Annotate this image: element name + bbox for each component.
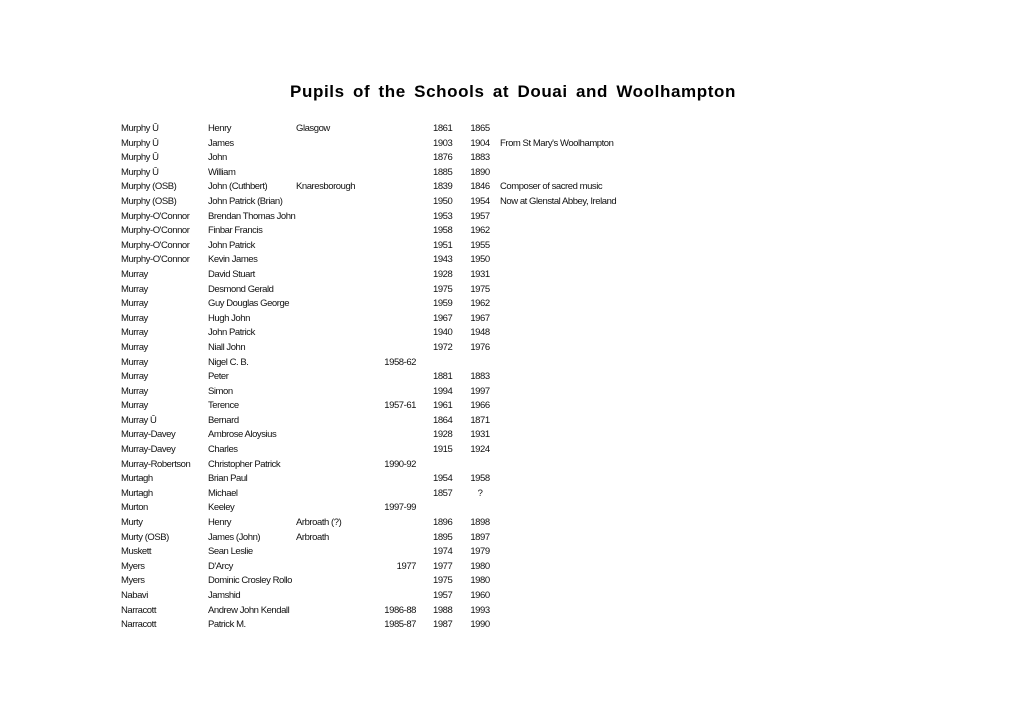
start-year-cell: 1895 (433, 531, 453, 543)
surname-cell: Murray (121, 283, 148, 295)
birthplace-cell: Arbroath (?) (296, 517, 342, 529)
surname-cell: Murtagh (121, 487, 153, 499)
end-year-cell: 1975 (470, 283, 490, 295)
first-name-cell: Charles (208, 444, 238, 456)
surname-cell: Narracott (121, 604, 157, 616)
note-cell: Now at Glenstal Abbey, Ireland (500, 195, 617, 207)
surname-cell: Murray (121, 312, 148, 324)
surname-cell: Narracott (121, 619, 157, 631)
end-year-cell: 1966 (470, 400, 490, 412)
table-row (0, 123, 1024, 138)
end-year-cell: 1980 (470, 575, 490, 587)
start-year-cell: 1864 (433, 414, 453, 426)
table-row (0, 546, 1024, 561)
surname-cell: Murray (121, 356, 148, 368)
table-row (0, 225, 1024, 240)
end-year-cell: 1993 (470, 604, 490, 616)
first-name-cell: James (208, 137, 234, 149)
first-name-cell: Hugh John (208, 312, 250, 324)
pupil-table (0, 123, 1024, 634)
first-name-cell: James (John) (208, 531, 261, 543)
surname-cell: Murphy-O'Connor (121, 239, 190, 251)
page-title-text: Pupils of the Schools at Douai and Woolhampton (290, 82, 736, 101)
surname-cell: Murtagh (121, 473, 153, 485)
start-year-cell: 1881 (433, 371, 453, 383)
first-name-cell: Brendan Thomas John (208, 210, 296, 222)
surname-cell: Murphy Ū (121, 166, 159, 178)
table-row (0, 473, 1024, 488)
end-year-cell: 1957 (470, 210, 490, 222)
start-year-cell: 1915 (433, 444, 453, 456)
table-row (0, 240, 1024, 255)
table-row (0, 254, 1024, 269)
first-name-cell: Michael (208, 487, 238, 499)
surname-cell: Murphy (OSB) (121, 181, 177, 193)
surname-cell: Murray (121, 385, 148, 397)
table-row (0, 502, 1024, 517)
surname-cell: Myers (121, 575, 145, 587)
end-year-cell: 1962 (470, 225, 490, 237)
first-name-cell: Henry (208, 517, 232, 529)
first-name-cell: Henry (208, 123, 232, 134)
birthplace-cell: Glasgow (296, 123, 330, 134)
table-row (0, 459, 1024, 474)
end-year-cell: 1871 (470, 414, 490, 426)
table-row (0, 152, 1024, 167)
end-year-cell: 1958 (470, 473, 490, 485)
table-row (0, 444, 1024, 459)
first-name-cell: Simon (208, 385, 233, 397)
attendance-cell: 1990-92 (384, 458, 416, 470)
surname-cell: Murty (OSB) (121, 531, 169, 543)
table-row (0, 284, 1024, 299)
first-name-cell: William (208, 166, 236, 178)
end-year-cell: 1924 (470, 444, 490, 456)
end-year-cell: 1976 (470, 341, 490, 353)
start-year-cell: 1975 (433, 283, 453, 295)
start-year-cell: 1961 (433, 400, 453, 412)
first-name-cell: D'Arcy (208, 560, 233, 572)
end-year-cell: 1950 (470, 254, 490, 266)
first-name-cell: Christopher Patrick (208, 458, 281, 470)
start-year-cell: 1974 (433, 546, 453, 558)
end-year-cell: 1883 (470, 371, 490, 383)
start-year-cell: 1950 (433, 195, 453, 207)
first-name-cell: Brian Paul (208, 473, 248, 485)
surname-cell: Murray-Davey (121, 429, 176, 441)
start-year-cell: 1972 (433, 341, 453, 353)
surname-cell: Murphy Ū (121, 123, 159, 134)
end-year-cell: 1904 (470, 137, 490, 149)
start-year-cell: 1959 (433, 298, 453, 310)
start-year-cell: 1861 (433, 123, 453, 134)
start-year-cell: 1967 (433, 312, 453, 324)
start-year-cell: 1928 (433, 429, 453, 441)
surname-cell: Murray-Robertson (121, 458, 191, 470)
attendance-cell: 1957-61 (384, 400, 416, 412)
start-year-cell: 1994 (433, 385, 453, 397)
surname-cell: Murray-Davey (121, 444, 176, 456)
start-year-cell: 1857 (433, 487, 453, 499)
first-name-cell: Patrick M. (208, 619, 246, 631)
surname-cell: Nabavi (121, 590, 148, 601)
end-year-cell: 1883 (470, 152, 490, 164)
surname-cell: Murphy-O'Connor (121, 210, 190, 222)
start-year-cell: 1943 (433, 254, 453, 266)
surname-cell: Murphy-O'Connor (121, 254, 190, 266)
first-name-cell: Sean Leslie (208, 546, 253, 558)
table-row (0, 386, 1024, 401)
end-year-cell: 1948 (470, 327, 490, 339)
start-year-cell: 1951 (433, 239, 453, 251)
table-row (0, 371, 1024, 386)
start-year-cell: 1957 (433, 590, 453, 601)
end-year-cell: 1890 (470, 166, 490, 178)
table-row (0, 196, 1024, 211)
end-year-cell: 1897 (470, 531, 490, 543)
start-year-cell: 1928 (433, 268, 453, 280)
first-name-cell: Bernard (208, 414, 239, 426)
end-year-cell: 1954 (470, 195, 490, 207)
attendance-cell: 1985-87 (384, 619, 416, 631)
table-row (0, 415, 1024, 430)
first-name-cell: Finbar Francis (208, 225, 263, 237)
table-row (0, 357, 1024, 372)
surname-cell: Murphy (OSB) (121, 195, 177, 207)
attendance-cell: 1977 (396, 560, 416, 572)
table-row (0, 619, 1024, 634)
start-year-cell: 1876 (433, 152, 453, 164)
first-name-cell: Desmond Gerald (208, 283, 274, 295)
surname-cell: Murphy Ū (121, 152, 159, 164)
table-row (0, 517, 1024, 532)
end-year-cell: 1980 (470, 560, 490, 572)
start-year-cell: 1896 (433, 517, 453, 529)
first-name-cell: Peter (208, 371, 229, 383)
first-name-cell: John Patrick (208, 239, 255, 251)
table-row (0, 269, 1024, 284)
end-year-cell: 1846 (470, 181, 490, 193)
start-year-cell: 1885 (433, 166, 453, 178)
table-row (0, 532, 1024, 547)
note-cell: From St Mary's Woolhampton (500, 137, 614, 149)
table-row (0, 590, 1024, 605)
start-year-cell: 1988 (433, 604, 453, 616)
start-year-cell: 1987 (433, 619, 453, 631)
table-row (0, 181, 1024, 196)
attendance-cell: 1958-62 (384, 356, 416, 368)
first-name-cell: Guy Douglas George (208, 298, 290, 310)
first-name-cell: Niall John (208, 341, 246, 353)
first-name-cell: Jamshid (208, 590, 241, 601)
start-year-cell: 1977 (433, 560, 453, 572)
page-title (0, 82, 1024, 102)
start-year-cell: 1940 (433, 327, 453, 339)
table-row (0, 342, 1024, 357)
table-row (0, 575, 1024, 590)
surname-cell: Murray (121, 400, 148, 412)
table-row (0, 400, 1024, 415)
surname-cell: Murray (121, 298, 148, 310)
note-cell: Composer of sacred music (500, 181, 603, 193)
end-year-cell: 1967 (470, 312, 490, 324)
table-row (0, 211, 1024, 226)
first-name-cell: Dominic Crosley Rollo (208, 575, 292, 587)
first-name-cell: Terence (208, 400, 239, 412)
table-row (0, 561, 1024, 576)
table-row (0, 327, 1024, 342)
table-row (0, 488, 1024, 503)
table-row (0, 298, 1024, 313)
surname-cell: Myers (121, 560, 145, 572)
first-name-cell: John Patrick (208, 327, 255, 339)
end-year-cell: 1955 (470, 239, 490, 251)
surname-cell: Murray (121, 327, 148, 339)
surname-cell: Murty (121, 517, 143, 529)
surname-cell: Murray Ū (121, 414, 157, 426)
table-row (0, 429, 1024, 444)
table-row (0, 167, 1024, 182)
surname-cell: Murton (121, 502, 148, 514)
end-year-cell: 1962 (470, 298, 490, 310)
surname-cell: Murray (121, 371, 148, 383)
start-year-cell: 1903 (433, 137, 453, 149)
first-name-cell: Keeley (208, 502, 235, 514)
end-year-cell: 1990 (470, 619, 490, 631)
first-name-cell: Andrew John Kendall (208, 604, 290, 616)
attendance-cell: 1986-88 (384, 604, 416, 616)
end-year-cell: 1865 (470, 123, 490, 134)
attendance-cell: 1997-99 (384, 502, 416, 514)
start-year-cell: 1954 (433, 473, 453, 485)
first-name-cell: Kevin James (208, 254, 258, 266)
surname-cell: Murray (121, 268, 148, 280)
end-year-cell: 1931 (470, 429, 490, 441)
first-name-cell: David Stuart (208, 268, 255, 280)
start-year-cell: 1975 (433, 575, 453, 587)
end-year-cell: 1979 (470, 546, 490, 558)
end-year-cell: 1931 (470, 268, 490, 280)
first-name-cell: John (Cuthbert) (208, 181, 268, 193)
surname-cell: Murphy-O'Connor (121, 225, 190, 237)
surname-cell: Murphy Ū (121, 137, 159, 149)
first-name-cell: Ambrose Aloysius (208, 429, 277, 441)
surname-cell: Murray (121, 341, 148, 353)
end-year-cell: ? (477, 487, 483, 499)
table-row (0, 138, 1024, 153)
surname-cell: Muskett (121, 546, 152, 558)
end-year-cell: 1898 (470, 517, 490, 529)
table-row (0, 605, 1024, 620)
end-year-cell: 1960 (470, 590, 490, 601)
start-year-cell: 1953 (433, 210, 453, 222)
birthplace-cell: Arbroath (296, 531, 329, 543)
start-year-cell: 1839 (433, 181, 453, 193)
end-year-cell: 1997 (470, 385, 490, 397)
first-name-cell: John (208, 152, 227, 164)
first-name-cell: Nigel C. B. (208, 356, 249, 368)
birthplace-cell: Knaresborough (296, 181, 356, 193)
first-name-cell: John Patrick (Brian) (208, 195, 283, 207)
table-row (0, 313, 1024, 328)
start-year-cell: 1958 (433, 225, 453, 237)
